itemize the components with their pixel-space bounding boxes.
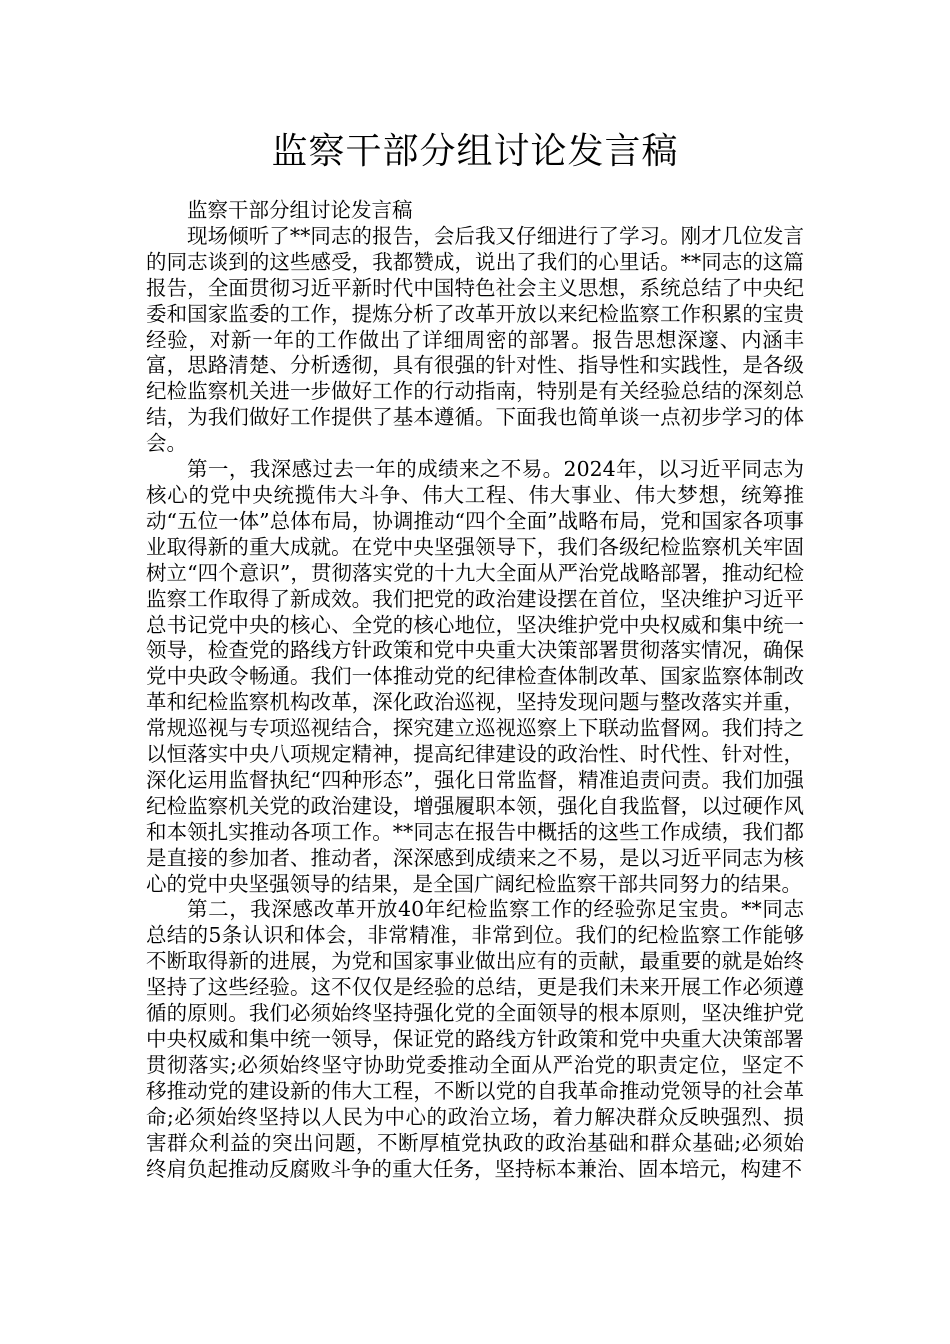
paragraph-second-point: 第二，我深感改革开放40年纪检监察工作的经验弥足宝贵。**同志总结的5条认识和体会，非常精准，非常到位。我们的纪检监察工作能够不断取得新的进展，为党和国家事业做出应有的贡献，最重要的就是始终坚持了这些经验。这不仅仅是经验的总结，更是我们未来开展工作必须遵循的原则。我们必须始终坚持强化党的全面领导的根本原则，坚决维护党中央权威和集中统一领导，保证党的路线方针政策和党中央重大决策部署贯彻落实;必须始终坚守协助党委推动全面从严治党的职责定位，坚定不移推动党的建设新的伟大工程，不断以党的自我革命推动党领导的社会革命;必须始终坚持以人民为中心的政治立场，着力解决群众反映强烈、损害群众利益的突出问题，不断厚植党执政的政治基础和群众基础;必须始终肩负起推动反腐败斗争的重大任务，坚持标本兼治、固本培元，构建不 [146, 897, 804, 1181]
document-body [146, 198, 804, 1182]
document-title: 监察干部分组讨论发言稿 [271, 131, 679, 172]
paragraph-intro: 现场倾听了**同志的报告，会后我又仔细进行了学习。刚才几位发言的同志谈到的这些感受，我都赞成，说出了我们的心里话。**同志的这篇报告，全面贯彻习近平新时代中国特色社会主义思想，系统总结了中央纪委和国家监委的工作，提炼分析了改革开放以来纪检监察工作积累的宝贵经验，对新一年的工作做出了详细周密的部署。报告思想深邃、内涵丰富，思路清楚、分析透彻，具有很强的针对性、指导性和实践性，是各级纪检监察机关进一步做好工作的行动指南，特别是有关经验总结的深刻总结，为我们做好工作提供了基本遵循。下面我也简单谈一点初步学习的体会。 [146, 223, 804, 456]
paragraph-first-point: 第一，我深感过去一年的成绩来之不易。2024年，以习近平同志为核心的党中央统揽伟大斗争、伟大工程、伟大事业、伟大梦想，统筹推动“五位一体”总体布局，协调推动“四个全面”战略布局，党和国家各项事业取得新的重大成就。在党中央坚强领导下，我们各级纪检监察机关牢固树立“四个意识”，贯彻落实党的十九大全面从严治党战略部署，推动纪检监察工作取得了新成效。我们把党的政治建设摆在首位，坚决维护习近平总书记党中央的核心、全党的核心地位，坚决维护党中央权威和集中统一领导，检查党的路线方针政策和党中央重大决策部署贯彻落实情况，确保党中央政令畅通。我们一体推动党的纪律检查体制改革、国家监察体制改革和纪检监察机构改革，深化政治巡视，坚持发现问题与整改落实并重，常规巡视与专项巡视结合，探究建立巡视巡察上下联动监督网。我们持之以恒落实中央八项规定精神，提高纪律建设的政治性、时代性、针对性，深化运用监督执纪“四种形态”，强化日常监督，精准追责问责。我们加强纪检监察机关党的政治建设，增强履职本领，强化自我监督，以过硬作风和本领扎实推动各项工作。**同志在报告中概括的这些工作成绩，我们都是直接的参加者、推动者，深深感到成绩来之不易，是以习近平同志为核心的党中央坚强领导的结果，是全国广阔纪检监察干部共同努力的结果。 [146, 457, 804, 896]
document-page [146, 0, 804, 1344]
paragraph-subtitle: 监察干部分组讨论发言稿 [187, 198, 413, 222]
